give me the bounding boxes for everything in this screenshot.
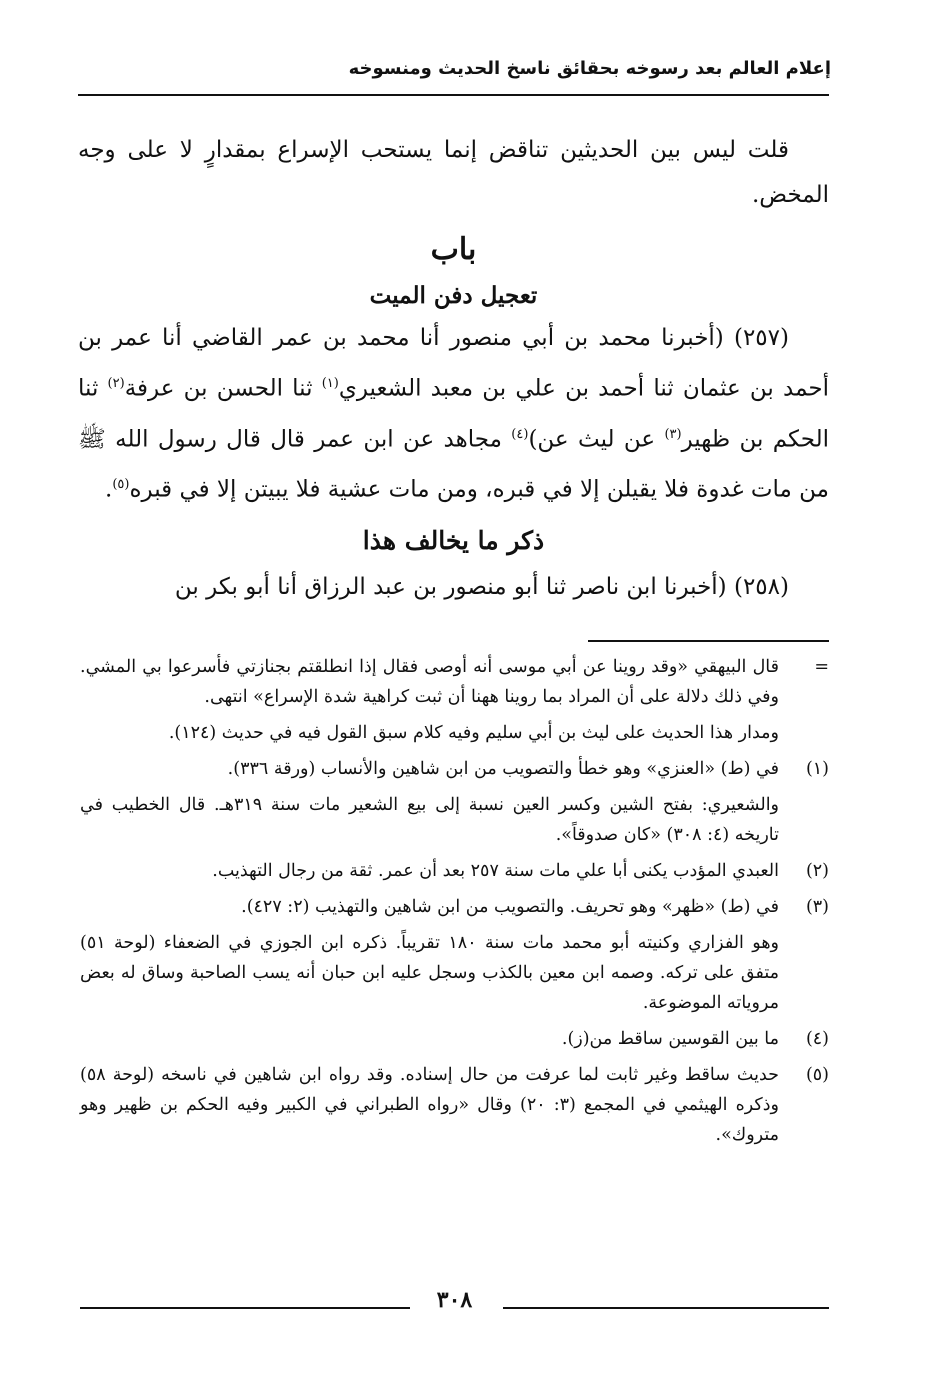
continuation-mark: = [814, 657, 829, 677]
hadith-258: (٢٥٨) (أخبرنا ابن ناصر ثنا أبو منصور بن عبد الرزاق أنا أبو بكر بن [174, 573, 789, 600]
footnote-3 [80, 892, 829, 922]
hadith-257-part-f: . [105, 476, 113, 503]
hadith-257 [78, 316, 829, 513]
footnote-5-number: (٥) [805, 1065, 829, 1085]
footnote-2 [80, 856, 829, 886]
chapter-title: تعجيل دفن الميت [369, 282, 538, 309]
footnote-continuation [80, 652, 829, 712]
hadith-257-part-d: عن ليث عن) [528, 426, 665, 453]
intro-paragraph: قلت ليس بين الحديثين تناقض إنما يستحب الإسراع بمقدارٍ لا على وجه المخض. [78, 137, 829, 208]
footnote-continuation-2 [80, 718, 829, 748]
footnote-4-text: ما بين القوسين ساقط من(ز). [561, 1029, 779, 1049]
footnote-3-text: في (ط) «ظهر» وهو تحريف. والتصويب من ابن شاهين والتهذيب (٢: ٤٢٧). [241, 897, 779, 917]
footnote-5-text: حديث ساقط وغير ثابت لما عرفت من حال إسناده. وقد رواه ابن شاهين في ناسخه (لوحة ٥٨) وذكره الهيثمي في المجمع (٣: ٢٠) وقال «رواه الطبراني في الكبير وفيه الحكم بن ظهير وهو متروك». [80, 1065, 779, 1145]
footnote-4 [80, 1024, 829, 1054]
page-number: ٣٠٨ [436, 1287, 473, 1313]
hadith-257-part-e: مجاهد عن ابن عمر قال قال رسول الله ﷺ من مات غدوة فلا يقيلن إلا في قبره، ومن مات عشية فلا يبيتن إلا في قبره [78, 426, 829, 503]
footnote-5 [80, 1060, 829, 1150]
page-footer [80, 1287, 829, 1323]
running-header: إعلام العالم بعد رسوخه بحقائق ناسخ الحديث ومنسوخه [348, 58, 831, 79]
hadith-257-part-a: (٢٥٧) (أخبرنا محمد بن أبي منصور أنا محمد بن عمر القاضي أنا عمر بن أحمد بن عثمان ثنا أحمد بن علي بن معبد الشعيري [78, 325, 829, 402]
chapter-heading: باب [430, 232, 477, 267]
footnote-4-number: (٤) [805, 1029, 829, 1049]
footnote-ref-1: (١) [321, 376, 339, 391]
header-rule [78, 94, 829, 96]
footnote-rule [588, 640, 829, 642]
footnote-1-continued [80, 790, 829, 850]
footnotes [80, 652, 829, 1156]
footnote-ref-3: (٣) [664, 426, 682, 442]
section-heading: ذكر ما يخالف هذا [362, 525, 545, 555]
footnote-2-number: (٢) [805, 861, 829, 881]
footnote-1-text: في (ط) «العنزي» وهو خطأ والتصويب من ابن شاهين والأنساب (ورقة ٣٣٦). [227, 759, 779, 779]
hadith-257-part-c: ثنا الحكم بن ظهير [78, 375, 830, 453]
footnote-1 [80, 754, 829, 784]
footnote-ref-5: (٥) [112, 477, 130, 493]
footnote-3-number: (٣) [805, 897, 829, 917]
footnote-2-text: العبدي المؤدب يكنى أبا علي مات سنة ٢٥٧ بعد أن عمر. ثقة من رجال التهذيب. [212, 861, 779, 881]
footnote-ref-4: (٤) [511, 426, 529, 442]
main-text [78, 128, 829, 610]
footnote-3-continued [80, 928, 829, 1018]
footnote-3-text-2: وهو الفزاري وكنيته أبو محمد مات سنة ١٨٠ تقريباً. ذكره ابن الجوزي في الضعفاء (لوحة ٥١) متفق على تركه. وصمه ابن معين بالكذب وسجل عليه ابن حبان أنه يسب الصاحبة وساق له بعض مروياته الموضوعة. [80, 933, 779, 1013]
footnote-ref-2: (٢) [107, 376, 125, 391]
footnote-continuation-text-2: ومدار هذا الحديث على ليث بن أبي سليم وفيه كلام سبق القول فيه في حديث (١٢٤). [168, 723, 779, 743]
hadith-257-part-b: ثنا الحسن بن عرفة [124, 375, 322, 402]
footnote-1-text-2: والشعيري: بفتح الشين وكسر العين نسبة إلى بيع الشعير مات سنة ٣١٩هـ. قال الخطيب في تاريخه (٤: ٣٠٨) «كان صدوقاً». [80, 795, 780, 845]
footnote-continuation-text: قال البيهقي «وقد روينا عن أبي موسى أنه أوصى فقال إذا انطلقتم بجنازتي فأسرعوا بي المشي. وفي ذلك دلالة على أن المراد بما روينا ههنا أن ثبت كراهية شدة الإسراع» انتهى. [80, 657, 779, 707]
footnote-1-number: (١) [805, 759, 829, 779]
